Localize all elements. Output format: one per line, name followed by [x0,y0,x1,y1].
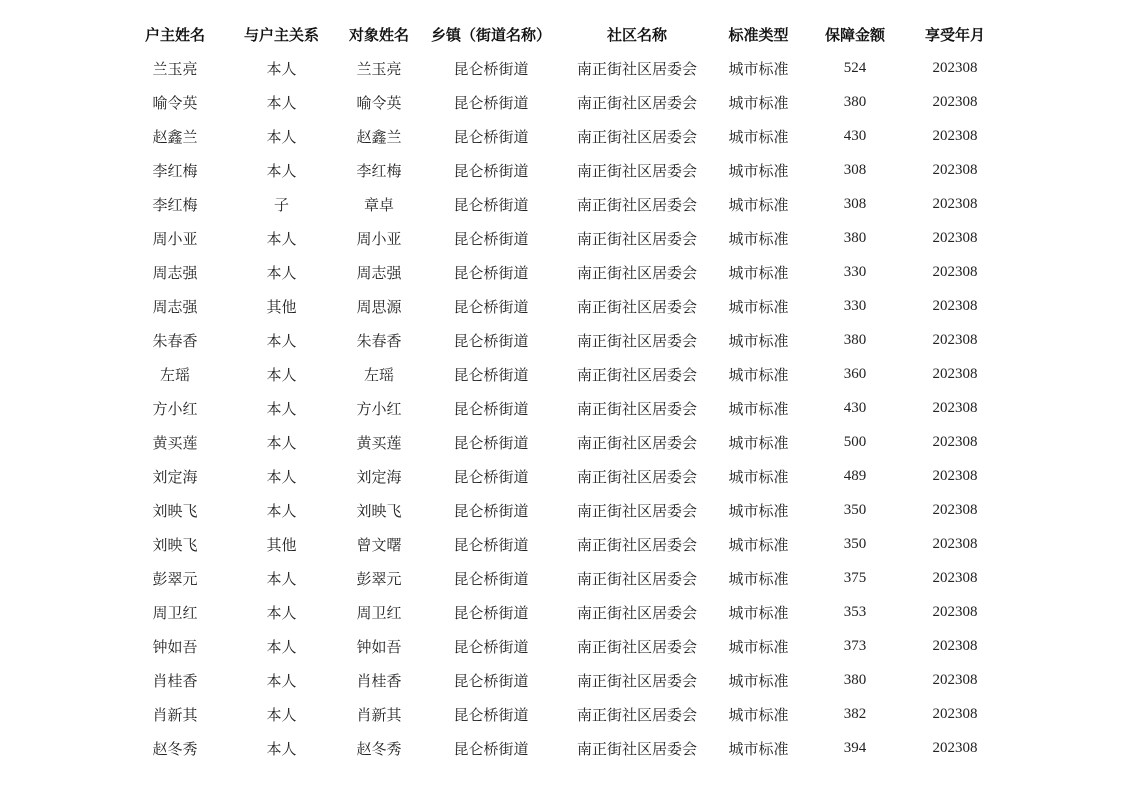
relationship-cell: 本人 [266,263,297,282]
recipient-name-cell: 周思源 [356,297,402,316]
town-street-cell: 昆仑桥街道 [453,705,529,724]
town-street-cell: 昆仑桥街道 [453,501,529,520]
household-head-name-cell: 李红梅 [152,195,198,214]
recipient-name-cell: 赵冬秀 [356,739,402,758]
month-cell: 202308 [932,161,978,178]
relationship-cell: 本人 [266,603,297,622]
table-row [120,459,1000,493]
household-head-name-cell: 周小亚 [152,229,198,248]
amount-cell: 330 [843,263,867,280]
table-row [120,731,1000,765]
standard-type-cell: 城市标准 [728,297,789,316]
community-name-cell: 南正街社区居委会 [576,569,697,588]
recipient-name-cell: 肖桂香 [356,671,402,690]
standard-type-cell: 城市标准 [728,161,789,180]
month-cell: 202308 [932,467,978,484]
month-cell: 202308 [932,603,978,620]
recipient-name-cell: 兰玉亮 [356,59,402,78]
amount-cell: 380 [843,93,867,110]
amount-cell: 489 [843,467,867,484]
recipient-name-cell: 周小亚 [356,229,402,248]
recipient-name-cell: 刘映飞 [356,501,402,520]
recipient-name-cell: 赵鑫兰 [356,127,402,146]
relationship-cell: 本人 [266,229,297,248]
recipient-name-cell: 李红梅 [356,161,402,180]
town-street-cell: 昆仑桥街道 [453,161,529,180]
amount-cell: 308 [843,195,867,212]
month-cell: 202308 [932,93,978,110]
community-name-cell: 南正街社区居委会 [576,433,697,452]
community-name-cell: 南正街社区居委会 [576,467,697,486]
standard-type-cell: 城市标准 [728,467,789,486]
month-cell: 202308 [932,501,978,518]
relationship-cell: 本人 [266,331,297,350]
recipient-name-cell: 黄买莲 [356,433,402,452]
amount-cell: 308 [843,161,867,178]
town-street-cell: 昆仑桥街道 [453,671,529,690]
community-name-cell: 南正街社区居委会 [576,365,697,384]
town-street-cell: 昆仑桥街道 [453,263,529,282]
table-row [120,391,1000,425]
table-row [120,187,1000,221]
table-row [120,119,1000,153]
community-name-cell: 南正街社区居委会 [576,297,697,316]
town-street-cell: 昆仑桥街道 [453,331,529,350]
relationship-cell: 本人 [266,705,297,724]
relationship-cell: 本人 [266,59,297,78]
household-head-name-cell: 肖新其 [152,705,198,724]
table-row [120,595,1000,629]
amount-cell: 430 [843,399,867,416]
community-name-cell: 南正街社区居委会 [576,501,697,520]
town-street-cell: 昆仑桥街道 [453,297,529,316]
town-street-cell: 昆仑桥街道 [453,467,529,486]
relationship-cell: 本人 [266,433,297,452]
community-name-cell: 南正街社区居委会 [576,263,697,282]
header-household-head-name: 户主姓名 [144,25,205,44]
table-row [120,323,1000,357]
table-row [120,527,1000,561]
standard-type-cell: 城市标准 [728,705,789,724]
household-head-name-cell: 刘映飞 [152,501,198,520]
household-head-name-cell: 钟如吾 [152,637,198,656]
relationship-cell: 本人 [266,161,297,180]
household-head-name-cell: 周卫红 [152,603,198,622]
relationship-cell: 本人 [266,569,297,588]
community-name-cell: 南正街社区居委会 [576,59,697,78]
relationship-cell: 其他 [266,297,297,316]
month-cell: 202308 [932,637,978,654]
town-street-cell: 昆仑桥街道 [453,365,529,384]
recipient-name-cell: 周卫红 [356,603,402,622]
amount-cell: 500 [843,433,867,450]
town-street-cell: 昆仑桥街道 [453,195,529,214]
relationship-cell: 本人 [266,365,297,384]
household-head-name-cell: 黄买莲 [152,433,198,452]
header-recipient-name: 对象姓名 [348,25,409,44]
standard-type-cell: 城市标准 [728,127,789,146]
recipient-name-cell: 周志强 [356,263,402,282]
household-head-name-cell: 喻令英 [152,93,198,112]
recipient-name-cell: 刘定海 [356,467,402,486]
standard-type-cell: 城市标准 [728,263,789,282]
household-head-name-cell: 方小红 [152,399,198,418]
month-cell: 202308 [932,263,978,280]
standard-type-cell: 城市标准 [728,331,789,350]
relationship-cell: 本人 [266,739,297,758]
table-body [120,51,1000,765]
amount-cell: 380 [843,671,867,688]
household-head-name-cell: 赵鑫兰 [152,127,198,146]
town-street-cell: 昆仑桥街道 [453,59,529,78]
header-community-name: 社区名称 [606,25,667,44]
household-head-name-cell: 周志强 [152,297,198,316]
table-row [120,255,1000,289]
community-name-cell: 南正街社区居委会 [576,637,697,656]
relationship-cell: 本人 [266,637,297,656]
community-name-cell: 南正街社区居委会 [576,161,697,180]
header-amount: 保障金额 [824,25,885,44]
community-name-cell: 南正街社区居委会 [576,195,697,214]
community-name-cell: 南正街社区居委会 [576,671,697,690]
household-head-name-cell: 刘映飞 [152,535,198,554]
recipient-name-cell: 钟如吾 [356,637,402,656]
relationship-cell: 子 [273,195,289,214]
household-head-name-cell: 李红梅 [152,161,198,180]
relationship-cell: 其他 [266,535,297,554]
standard-type-cell: 城市标准 [728,671,789,690]
standard-type-cell: 城市标准 [728,739,789,758]
town-street-cell: 昆仑桥街道 [453,637,529,656]
amount-cell: 350 [843,501,867,518]
household-head-name-cell: 彭翠元 [152,569,198,588]
header-month: 享受年月 [924,25,985,44]
assistance-table [120,17,1000,765]
recipient-name-cell: 喻令英 [356,93,402,112]
relationship-cell: 本人 [266,93,297,112]
table-header [120,17,1000,51]
month-cell: 202308 [932,739,978,756]
standard-type-cell: 城市标准 [728,59,789,78]
table-row [120,51,1000,85]
amount-cell: 380 [843,331,867,348]
town-street-cell: 昆仑桥街道 [453,569,529,588]
table-row [120,561,1000,595]
recipient-name-cell: 彭翠元 [356,569,402,588]
month-cell: 202308 [932,535,978,552]
town-street-cell: 昆仑桥街道 [453,93,529,112]
amount-cell: 430 [843,127,867,144]
standard-type-cell: 城市标准 [728,399,789,418]
table-row [120,629,1000,663]
table-row [120,221,1000,255]
amount-cell: 353 [843,603,867,620]
community-name-cell: 南正街社区居委会 [576,705,697,724]
town-street-cell: 昆仑桥街道 [453,127,529,146]
household-head-name-cell: 兰玉亮 [152,59,198,78]
community-name-cell: 南正街社区居委会 [576,603,697,622]
month-cell: 202308 [932,399,978,416]
amount-cell: 380 [843,229,867,246]
community-name-cell: 南正街社区居委会 [576,93,697,112]
standard-type-cell: 城市标准 [728,93,789,112]
header-standard-type: 标准类型 [728,25,789,44]
table-row [120,663,1000,697]
relationship-cell: 本人 [266,501,297,520]
month-cell: 202308 [932,569,978,586]
table-row [120,153,1000,187]
amount-cell: 373 [843,637,867,654]
household-head-name-cell: 周志强 [152,263,198,282]
town-street-cell: 昆仑桥街道 [453,399,529,418]
recipient-name-cell: 肖新其 [356,705,402,724]
amount-cell: 375 [843,569,867,586]
standard-type-cell: 城市标准 [728,365,789,384]
month-cell: 202308 [932,365,978,382]
amount-cell: 350 [843,535,867,552]
table-row [120,493,1000,527]
standard-type-cell: 城市标准 [728,501,789,520]
household-head-name-cell: 朱春香 [152,331,198,350]
table-row [120,425,1000,459]
month-cell: 202308 [932,59,978,76]
household-head-name-cell: 肖桂香 [152,671,198,690]
month-cell: 202308 [932,331,978,348]
community-name-cell: 南正街社区居委会 [576,229,697,248]
town-street-cell: 昆仑桥街道 [453,535,529,554]
relationship-cell: 本人 [266,467,297,486]
community-name-cell: 南正街社区居委会 [576,739,697,758]
table-row [120,85,1000,119]
header-town-street: 乡镇（街道名称） [430,25,551,44]
table-row [120,357,1000,391]
standard-type-cell: 城市标准 [728,195,789,214]
standard-type-cell: 城市标准 [728,535,789,554]
town-street-cell: 昆仑桥街道 [453,433,529,452]
month-cell: 202308 [932,229,978,246]
standard-type-cell: 城市标准 [728,569,789,588]
household-head-name-cell: 刘定海 [152,467,198,486]
relationship-cell: 本人 [266,127,297,146]
relationship-cell: 本人 [266,399,297,418]
recipient-name-cell: 曾文曙 [356,535,402,554]
relationship-cell: 本人 [266,671,297,690]
standard-type-cell: 城市标准 [728,433,789,452]
household-head-name-cell: 赵冬秀 [152,739,198,758]
amount-cell: 382 [843,705,867,722]
month-cell: 202308 [932,433,978,450]
household-head-name-cell: 左瑶 [159,365,190,384]
amount-cell: 524 [843,59,867,76]
recipient-name-cell: 方小红 [356,399,402,418]
month-cell: 202308 [932,297,978,314]
header-row [120,17,1000,51]
month-cell: 202308 [932,671,978,688]
town-street-cell: 昆仑桥街道 [453,739,529,758]
standard-type-cell: 城市标准 [728,637,789,656]
standard-type-cell: 城市标准 [728,603,789,622]
standard-type-cell: 城市标准 [728,229,789,248]
table-row [120,697,1000,731]
month-cell: 202308 [932,705,978,722]
amount-cell: 360 [843,365,867,382]
amount-cell: 330 [843,297,867,314]
month-cell: 202308 [932,127,978,144]
community-name-cell: 南正街社区居委会 [576,331,697,350]
town-street-cell: 昆仑桥街道 [453,603,529,622]
recipient-name-cell: 朱春香 [356,331,402,350]
table-row [120,289,1000,323]
recipient-name-cell: 左瑶 [363,365,394,384]
header-relationship: 与户主关系 [243,25,319,44]
town-street-cell: 昆仑桥街道 [453,229,529,248]
amount-cell: 394 [843,739,867,756]
community-name-cell: 南正街社区居委会 [576,127,697,146]
community-name-cell: 南正街社区居委会 [576,399,697,418]
recipient-name-cell: 章卓 [363,195,394,214]
month-cell: 202308 [932,195,978,212]
community-name-cell: 南正街社区居委会 [576,535,697,554]
